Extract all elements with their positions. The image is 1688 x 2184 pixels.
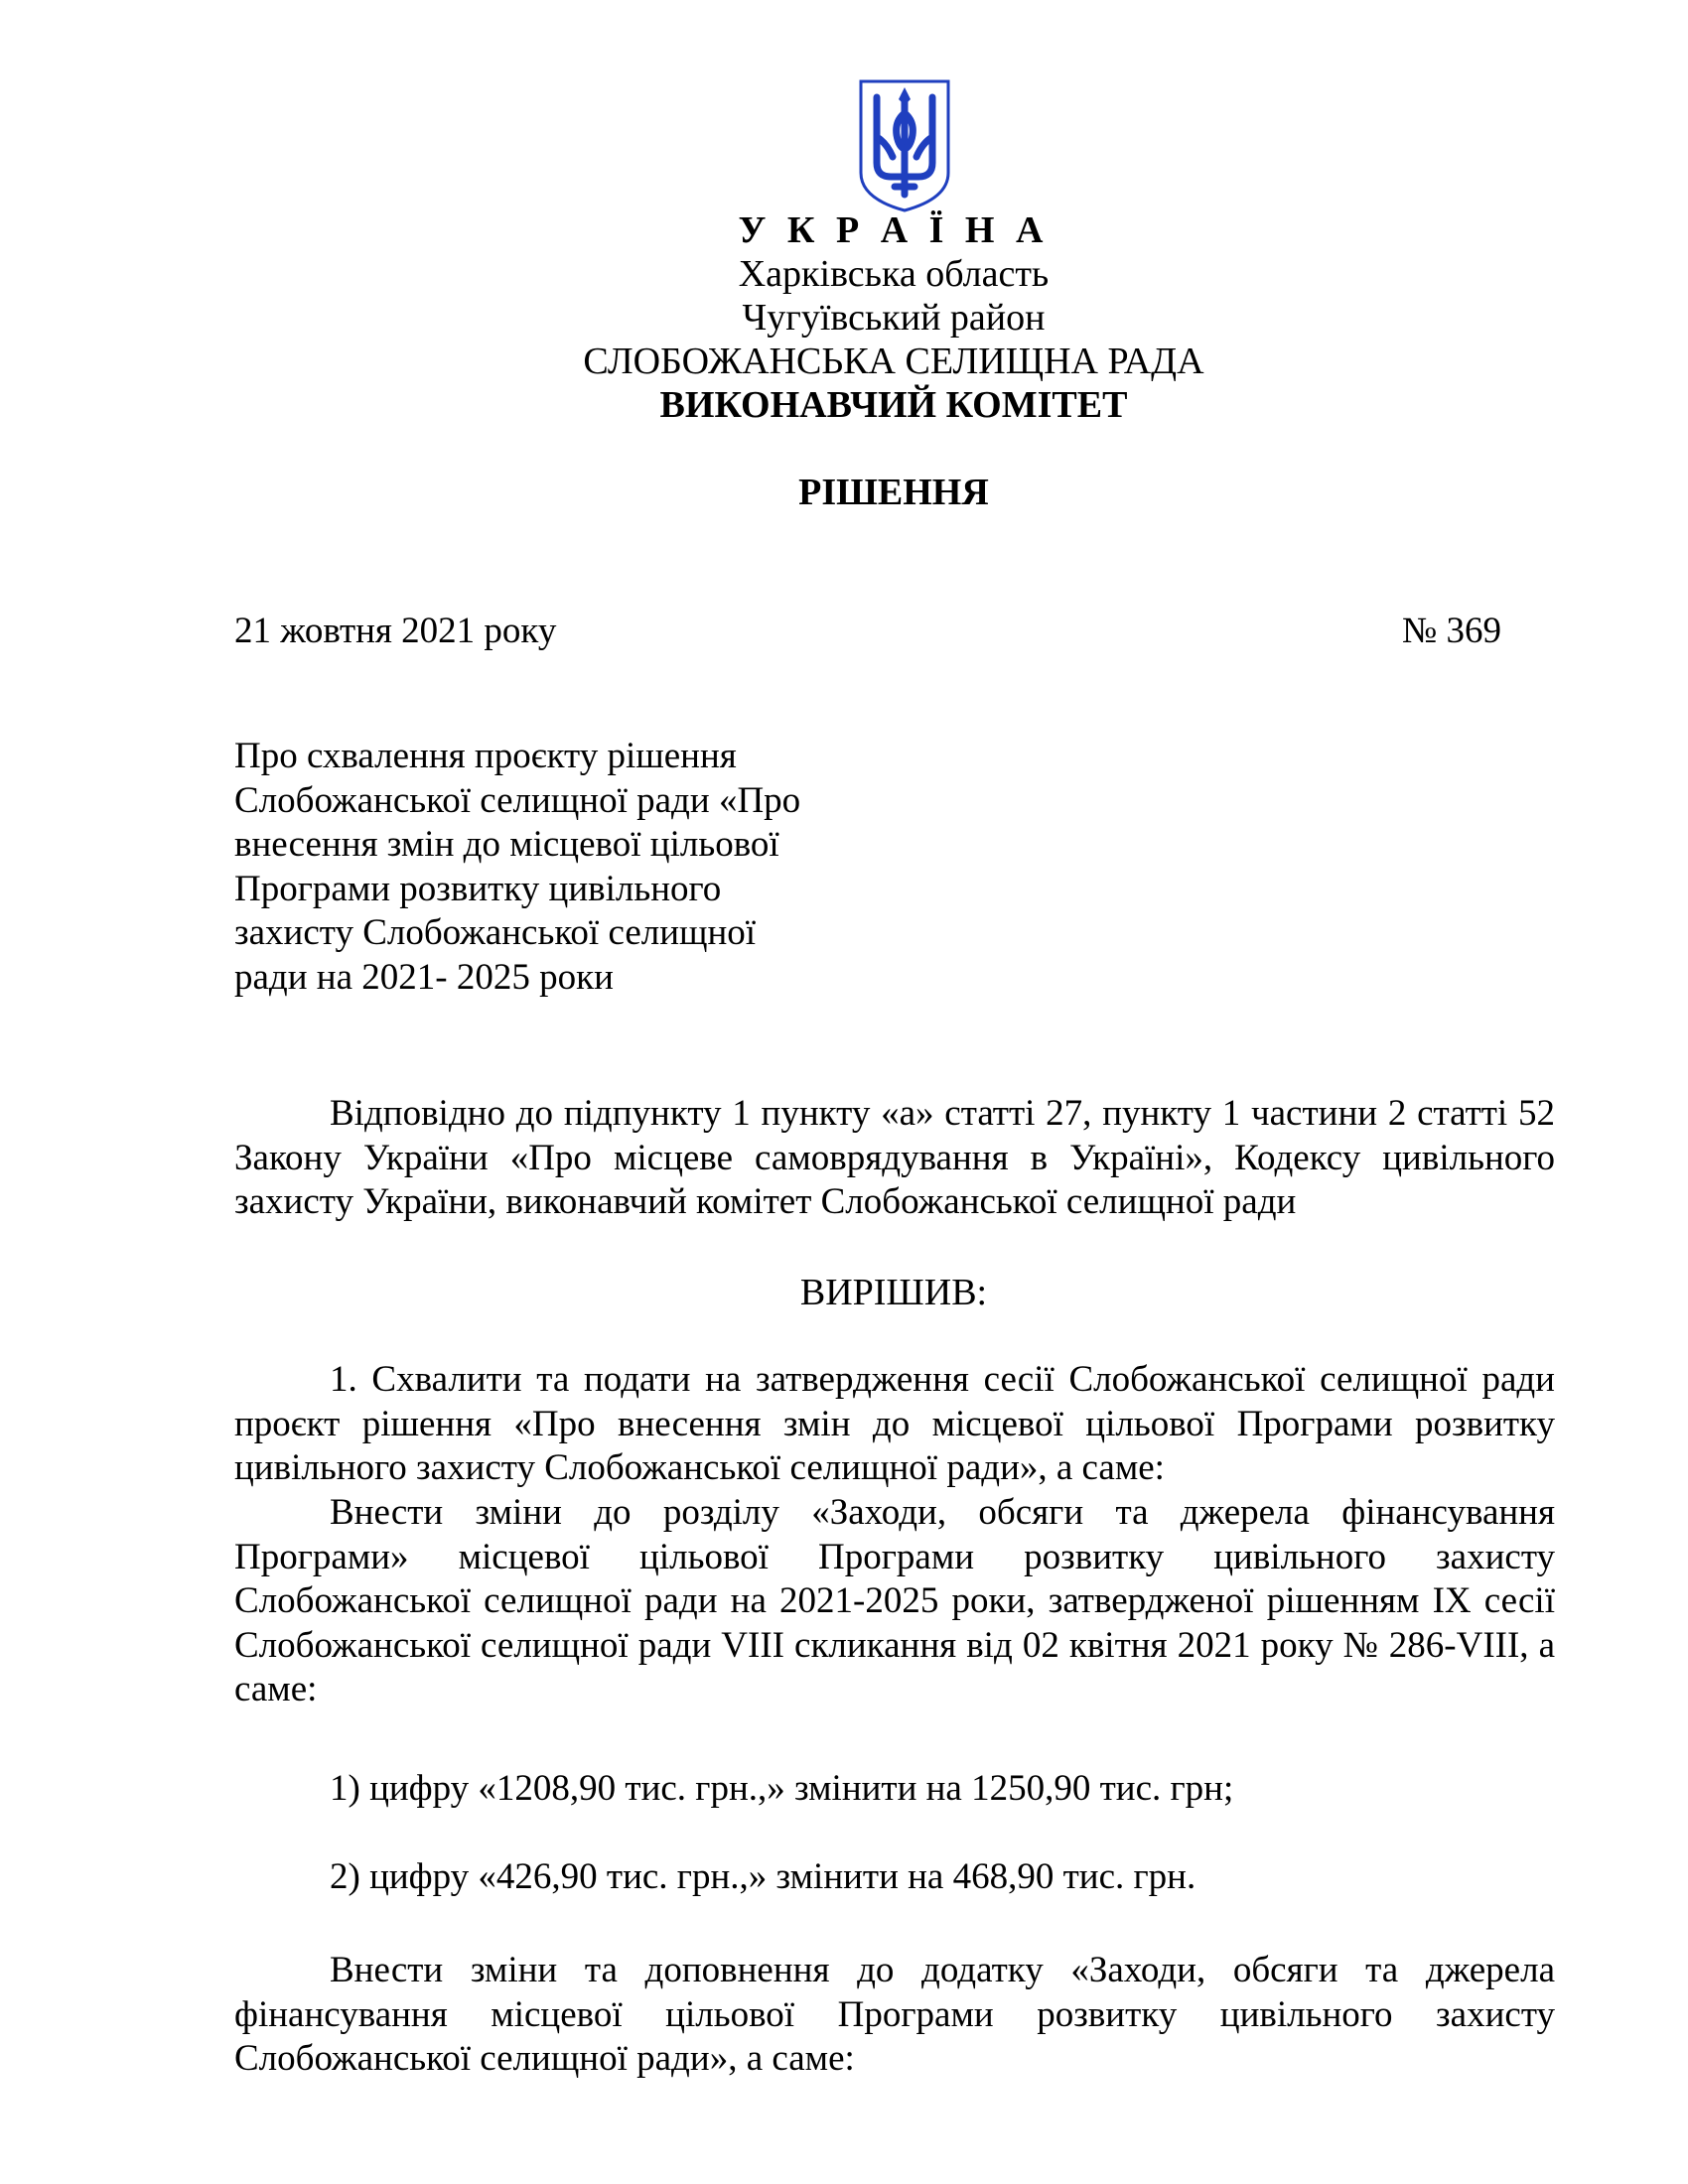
decision-item-1: 1. Схвалити та подати на затвердження сесії Слобожанської селищної ради проєкт рішення «Про внесення змін до місцевої цільової Програми розвитку цивільного захисту Слобожанської селищної ради», а саме:	[234, 1359, 1555, 1488]
region-name: Харківська область	[738, 253, 1050, 295]
subject-line: внесення змін до місцевої цільової	[234, 824, 779, 865]
change-item-2: 2) цифру «426,90 тис. грн.,» змінити на 468,90 тис. грн.	[330, 1856, 1196, 1897]
change-item-1: 1) цифру «1208,90 тис. грн.,» змінити на 1250,90 тис. грн;	[330, 1768, 1234, 1809]
decided-heading: ВИРІШИВ:	[799, 1272, 988, 1313]
country-title: У К Р А Ї Н А	[738, 209, 1050, 251]
appendix-intro-paragraph: Внести зміни та доповнення до додатку «Заходи, обсяги та джерела фінансування місцевої цільової Програми розвитку цивільного захисту Слобожанської селищної ради», а саме:	[234, 1950, 1555, 2079]
document-type: РІШЕННЯ	[798, 472, 989, 513]
subject-line: захисту Слобожанської селищної	[234, 912, 757, 953]
changes-intro-paragraph: Внести зміни до розділу «Заходи, обсяги та джерела фінансування Програми» місцевої цільової Програми розвитку цивільного захисту Слобожанської селищної ради на 2021-2025 роки, затвердженої рішенням IX сесії Слобожанської селищної ради VIII скликання від 02 квітня 2021 року № 286-VIII, а саме:	[234, 1492, 1555, 1709]
decision-date: 21 жовтня 2021 року	[234, 611, 557, 651]
district-name: Чугуївський район	[742, 297, 1046, 339]
subject-line: Про схвалення проєкту рішення	[234, 736, 737, 776]
preamble-paragraph: Відповідно до підпункту 1 пункту «а» статті 27, пункту 1 частини 2 статті 52 Закону України «Про місцеве самоврядування в Україні», Кодексу цивільного захисту України, виконавчий комітет Слобожанської селищної ради	[234, 1093, 1555, 1222]
subject-line: ради на 2021- 2025 роки	[234, 956, 614, 998]
subject-line: Програми розвитку цивільного	[234, 868, 722, 909]
council-name: СЛОБОЖАНСЬКА СЕЛИЩНА РАДА	[583, 341, 1204, 382]
committee-name: ВИКОНАВЧИЙ КОМІТЕТ	[659, 384, 1128, 426]
decision-number: № 369	[1402, 611, 1502, 651]
decision-subject	[234, 735, 870, 1000]
subject-line: Слобожанської селищної ради «Про	[234, 779, 801, 821]
coat-of-arms-icon	[857, 77, 952, 214]
